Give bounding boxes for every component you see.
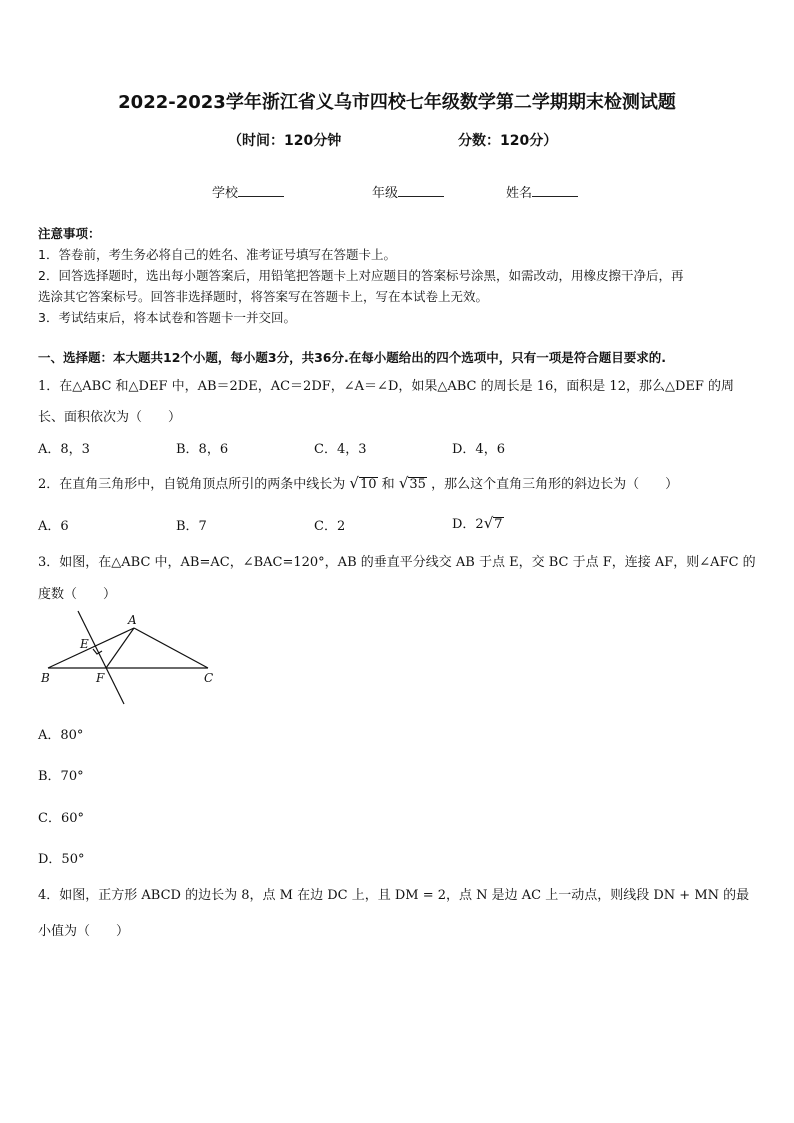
label-a: A xyxy=(128,613,137,627)
sqrt-7: 7 xyxy=(494,517,503,532)
perpendicular-bisector xyxy=(78,611,124,704)
school-blank[interactable] xyxy=(238,184,284,197)
section-1-heading: 一、选择题：本大题共12个小题，每小题3分，共36分.在每小题给出的四个选项中，只有一项是符合题目要求的. xyxy=(38,350,666,365)
notes-heading: 注意事项： xyxy=(38,226,101,241)
q3-triangle-figure xyxy=(36,606,226,710)
school-label: 学校 xyxy=(212,186,239,201)
q1-option-c[interactable]: C．4，3 xyxy=(314,442,367,457)
q2-option-a[interactable]: A．6 xyxy=(38,519,69,534)
q2-text-post: ，那么这个直角三角形的斜边长为（ ） xyxy=(431,477,679,492)
note-1: 1．答卷前，考生务必将自己的姓名、准考证号填写在答题卡上。 xyxy=(38,247,396,262)
q1-option-b[interactable]: B．8，6 xyxy=(176,442,229,457)
name-label: 姓名 xyxy=(506,186,533,201)
q3-line-1: 3．如图，在△ABC 中，AB=AC，∠BAC=120°，AB 的垂直平分线交 AB 于点 E，交 BC 于点 F，连接 AF，则∠AFC 的 xyxy=(38,555,756,570)
segment-ab xyxy=(48,628,134,668)
q1-option-d[interactable]: D．4，6 xyxy=(452,442,505,457)
grade-label: 年级 xyxy=(372,186,399,201)
note-2-line-1: 2．回答选择题时，选出每小题答案后，用铅笔把答题卡上对应题目的答案标号涂黑，如需改动，用橡皮擦干净后，再 xyxy=(38,268,684,283)
grade-field xyxy=(372,182,444,201)
q4-line-2: 小值为（ ） xyxy=(38,924,130,939)
q4-line-1: 4．如图，正方形 ABCD 的边长为 8，点 M 在边 DC 上，且 DM = 2，点 N 是边 AC 上一动点，则线段 DN + MN 的最 xyxy=(38,888,750,903)
note-3: 3．考试结束后，将本试卷和答题卡一并交回。 xyxy=(38,310,296,325)
q2-option-b[interactable]: B．7 xyxy=(176,519,207,534)
label-f: F xyxy=(96,671,105,685)
label-b: B xyxy=(41,671,50,685)
q1-line-2: 长、面积依次为（ ） xyxy=(38,410,182,425)
q2-option-d[interactable]: D．2√7 xyxy=(452,514,503,532)
note-2-line-2: 选涂其它答案标号。回答非选择题时，将答案写在答题卡上，写在本试卷上无效。 xyxy=(38,289,489,304)
exam-time: （时间：120分钟 xyxy=(228,133,342,149)
school-field xyxy=(212,182,284,201)
q2-text-mid: 和 xyxy=(381,477,395,492)
q3-option-a[interactable]: A．80° xyxy=(38,728,84,743)
q3-option-c[interactable]: C．60° xyxy=(38,811,84,826)
label-e: E xyxy=(80,637,89,651)
q2-text-pre: 2．在直角三角形中，自锐角顶点所引的两条中线长为 xyxy=(38,477,346,492)
q3-option-b[interactable]: B．70° xyxy=(38,769,84,784)
q1-option-a[interactable]: A．8，3 xyxy=(38,442,90,457)
q2-line xyxy=(38,473,678,492)
grade-blank[interactable] xyxy=(398,184,444,197)
sqrt-10: √10 xyxy=(349,474,377,492)
q3-line-2: 度数（ ） xyxy=(38,587,117,602)
label-c: C xyxy=(204,671,214,685)
segment-ac xyxy=(134,628,208,668)
name-blank[interactable] xyxy=(532,184,578,197)
exam-score: 分数：120分） xyxy=(458,133,558,149)
q3-option-d[interactable]: D．50° xyxy=(38,852,85,867)
sqrt-35: √35 xyxy=(398,474,426,492)
q1-line-1: 1．在△ABC 和△DEF 中，AB＝2DE，AC＝2DF，∠A＝∠D，如果△ABC 的周长是 16，面积是 12，那么△DEF 的周 xyxy=(38,379,735,394)
name-field xyxy=(506,182,578,201)
page-title: 2022-2023学年浙江省义乌市四校七年级数学第二学期期末检测试题 xyxy=(118,92,676,113)
q2-option-c[interactable]: C．2 xyxy=(314,519,346,534)
